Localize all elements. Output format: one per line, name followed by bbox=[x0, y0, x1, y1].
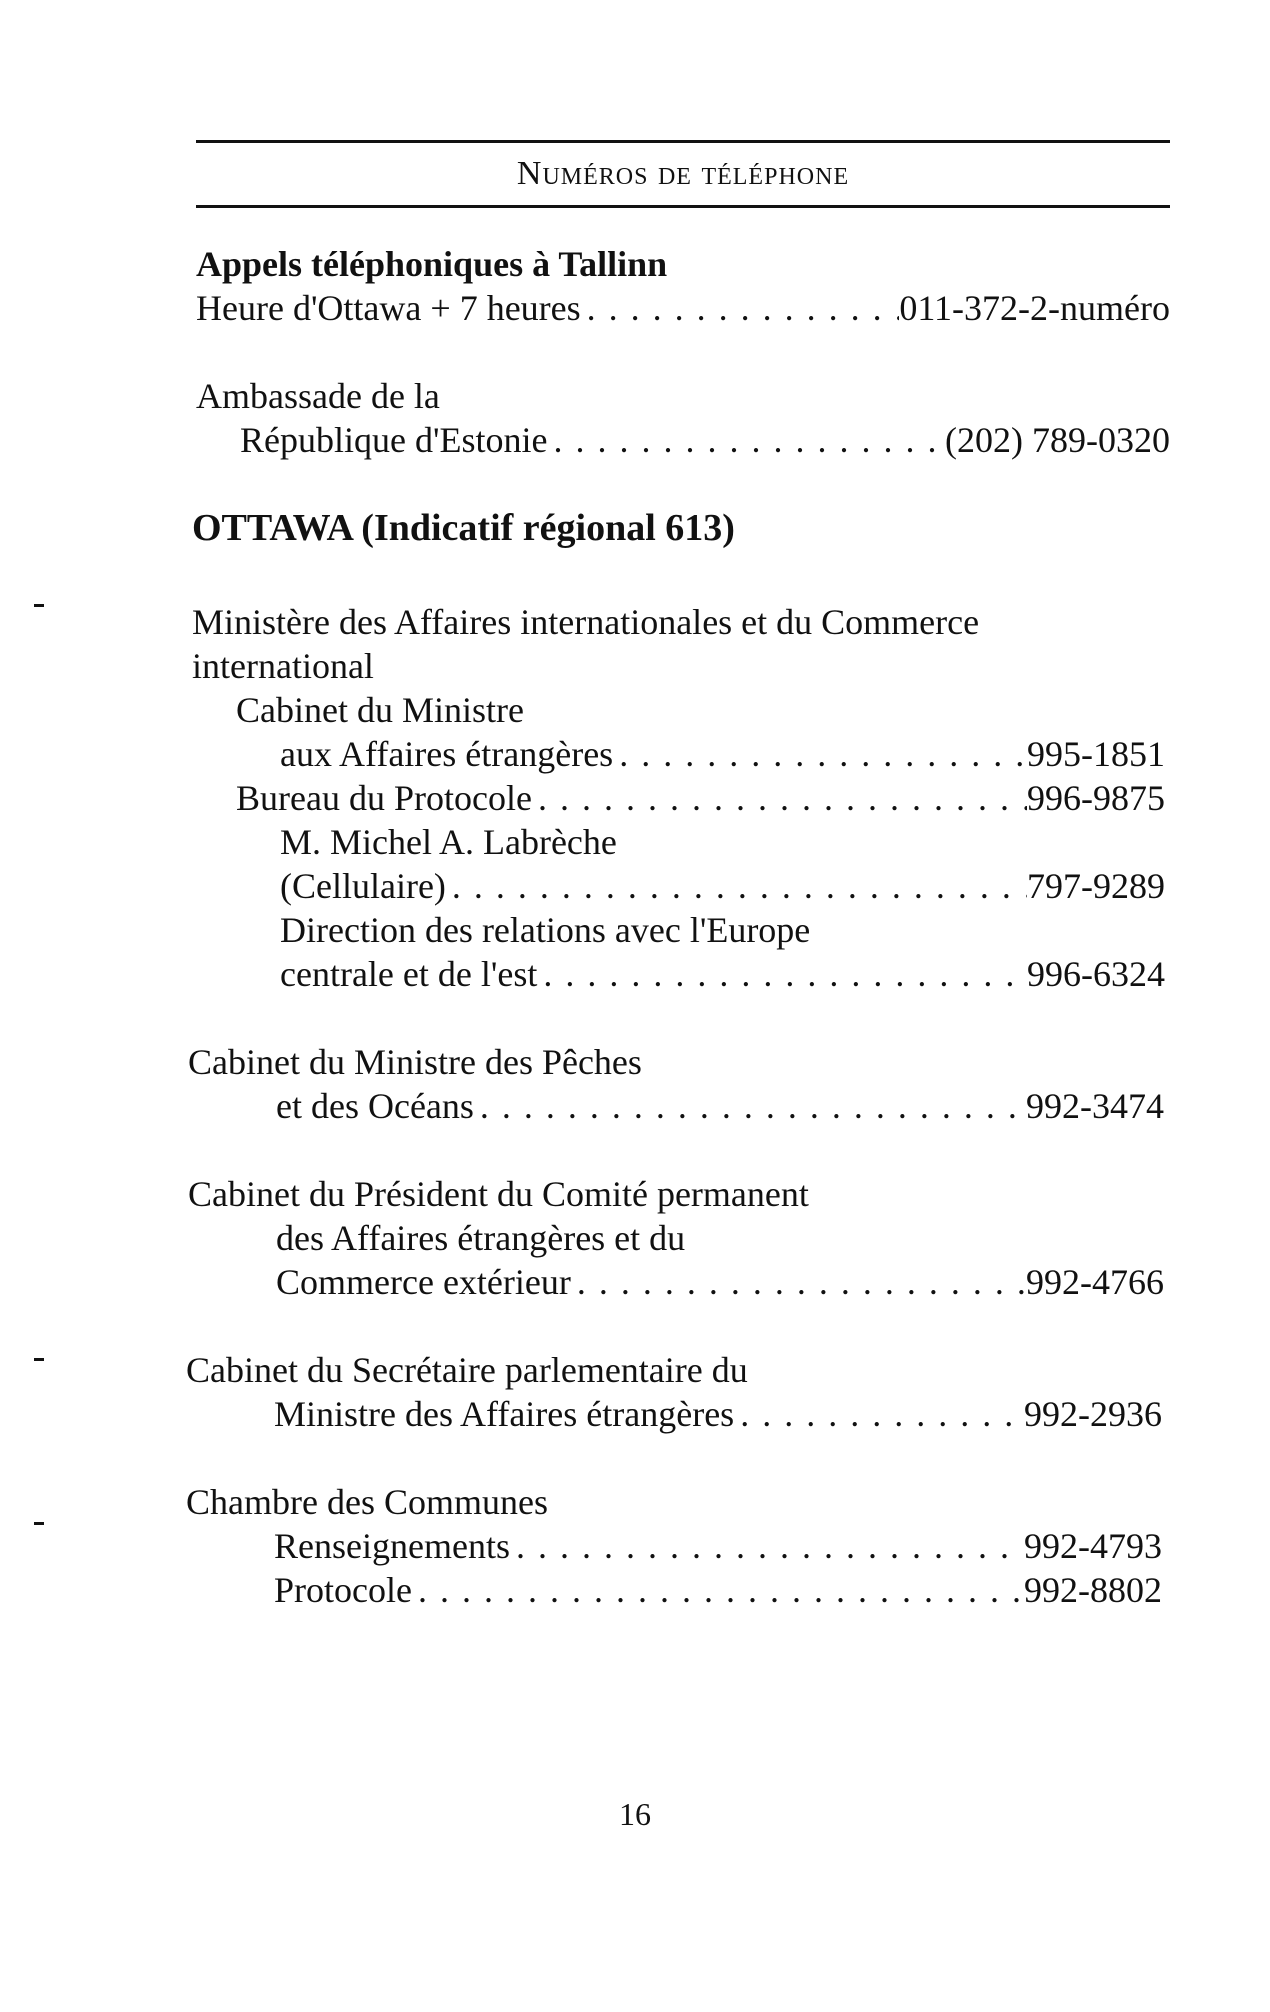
tallinn-heading: Appels téléphoniques à Tallinn bbox=[196, 244, 668, 284]
fisheries-entry bbox=[276, 1084, 1164, 1128]
europe-number: 996-6324 bbox=[1027, 954, 1165, 994]
embassy-entry bbox=[240, 418, 1170, 462]
embassy-line1: Ambassade de la bbox=[196, 376, 440, 416]
committee-number: 992-4766 bbox=[1026, 1262, 1164, 1302]
secretary-number: 992-2936 bbox=[1024, 1394, 1162, 1434]
margin-mark bbox=[34, 1358, 44, 1361]
europe-line1: Direction des relations avec l'Europe bbox=[280, 910, 811, 950]
committee-line1: Cabinet du Président du Comité permanent bbox=[188, 1174, 809, 1214]
tallinn-number: 011-372-2-numéro bbox=[899, 288, 1170, 328]
margin-mark bbox=[34, 604, 44, 607]
leader-dots bbox=[571, 1260, 1026, 1304]
europe-entry bbox=[280, 952, 1165, 996]
commons-line1: Chambre des Communes bbox=[186, 1482, 548, 1522]
cabinet-entry bbox=[280, 732, 1165, 776]
cabinet-number: 995-1851 bbox=[1027, 734, 1165, 774]
secretary-entry bbox=[274, 1392, 1162, 1436]
ministry-line2: international bbox=[192, 646, 374, 686]
commons-info-label: Renseignements bbox=[274, 1526, 510, 1566]
secretary-line1: Cabinet du Secrétaire parlementaire du bbox=[186, 1350, 748, 1390]
commons-protocol-label: Protocole bbox=[274, 1570, 412, 1610]
leader-dots bbox=[547, 418, 945, 462]
leader-dots bbox=[474, 1084, 1026, 1128]
secretary-label: Ministre des Affaires étrangères bbox=[274, 1394, 735, 1434]
protocol-number: 996-9875 bbox=[1027, 778, 1165, 818]
protocol-entry bbox=[236, 776, 1165, 820]
leader-dots bbox=[446, 864, 1027, 908]
leader-dots bbox=[734, 1392, 1024, 1436]
fisheries-number: 992-3474 bbox=[1026, 1086, 1164, 1126]
labreche-line1: M. Michel A. Labrèche bbox=[280, 822, 617, 862]
margin-mark bbox=[34, 1522, 44, 1525]
cabinet-line1: Cabinet du Ministre bbox=[236, 690, 524, 730]
ministry-line1: Ministère des Affaires internationales et du Commerce bbox=[192, 602, 980, 642]
protocol-label: Bureau du Protocole bbox=[236, 778, 532, 818]
leader-dots bbox=[537, 952, 1027, 996]
tallinn-label: Heure d'Ottawa + 7 heures bbox=[196, 288, 581, 328]
leader-dots bbox=[581, 286, 900, 330]
commons-info-number: 992-4793 bbox=[1024, 1526, 1162, 1566]
leader-dots bbox=[532, 776, 1027, 820]
committee-label: Commerce extérieur bbox=[276, 1262, 571, 1302]
fisheries-line1: Cabinet du Ministre des Pêches bbox=[188, 1042, 642, 1082]
commons-protocol-entry bbox=[274, 1568, 1162, 1612]
labreche-entry bbox=[280, 864, 1165, 908]
labreche-label: (Cellulaire) bbox=[280, 866, 446, 906]
tallinn-entry bbox=[196, 286, 1170, 330]
ottawa-heading: OTTAWA (Indicatif régional 613) bbox=[192, 507, 735, 549]
committee-line2: des Affaires étrangères et du bbox=[276, 1218, 686, 1258]
labreche-number: 797-9289 bbox=[1027, 866, 1165, 906]
commons-protocol-number: 992-8802 bbox=[1024, 1570, 1162, 1610]
commons-info-entry bbox=[274, 1524, 1162, 1568]
page-header bbox=[196, 140, 1170, 208]
committee-entry bbox=[276, 1260, 1164, 1304]
embassy-label: République d'Estonie bbox=[240, 420, 548, 460]
header-title: Numéros de téléphone bbox=[516, 155, 850, 192]
europe-label: centrale et de l'est bbox=[280, 954, 538, 994]
fisheries-label: et des Océans bbox=[276, 1086, 474, 1126]
leader-dots bbox=[510, 1524, 1024, 1568]
leader-dots bbox=[613, 732, 1027, 776]
cabinet-label: aux Affaires étrangères bbox=[280, 734, 614, 774]
embassy-number: (202) 789-0320 bbox=[945, 420, 1170, 460]
page-number: 16 bbox=[619, 1796, 651, 1832]
leader-dots bbox=[412, 1568, 1024, 1612]
